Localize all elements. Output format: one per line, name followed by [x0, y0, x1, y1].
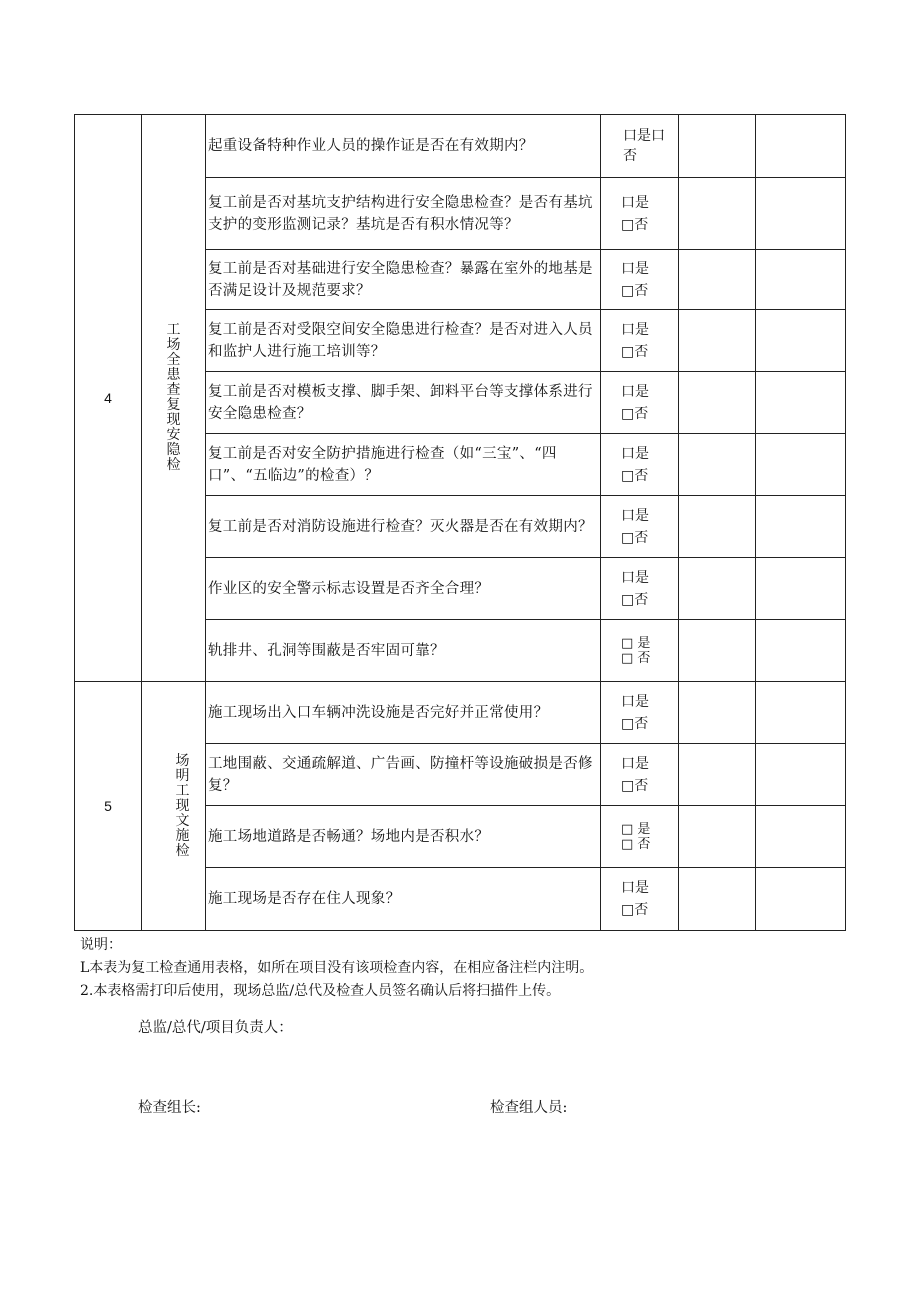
check-item-question: 施工现场出入口车辆冲洗设施是否完好并正常使用？ [206, 682, 601, 744]
result-cell[interactable] [679, 868, 756, 931]
no-option[interactable]: □否 [621, 216, 649, 233]
check-item-question: 复工前是否对安全防护措施进行检查（如“三宝”、“四口”、“五临边”的检查）？ [206, 434, 601, 496]
yes-no-checkbox[interactable] [601, 310, 679, 372]
yes-no-checkbox[interactable] [601, 178, 679, 250]
result-cell[interactable] [679, 496, 756, 558]
result-cell[interactable] [679, 310, 756, 372]
yes-no-checkbox[interactable] [601, 806, 679, 868]
yes-no-checkbox[interactable] [601, 496, 679, 558]
no-option[interactable]: □否 [621, 282, 649, 299]
result-cell[interactable] [679, 178, 756, 250]
remark-cell[interactable] [756, 496, 846, 558]
remark-cell[interactable] [756, 372, 846, 434]
yes-no-checkbox[interactable] [601, 682, 679, 744]
yes-option[interactable]: 口是 [621, 507, 649, 524]
yes-option[interactable]: 口是 [621, 445, 649, 462]
result-cell[interactable] [679, 372, 756, 434]
no-option[interactable]: □ 否 [621, 836, 651, 852]
yes-option[interactable]: 口是 [621, 383, 649, 400]
section-category: 工场全患查复现安隐检 [142, 115, 206, 682]
check-item-question: 复工前是否对模板支撑、脚手架、卸料平台等支撑体系进行安全隐患检查？ [206, 372, 601, 434]
check-item-question: 作业区的安全警示标志设置是否齐全合理？ [206, 558, 601, 620]
result-cell[interactable] [679, 434, 756, 496]
result-cell[interactable] [679, 620, 756, 682]
yes-option[interactable]: 口是 [621, 693, 649, 710]
result-cell[interactable] [679, 744, 756, 806]
yes-no-checkbox[interactable] [601, 744, 679, 806]
yes-no-checkbox[interactable] [601, 558, 679, 620]
remark-cell[interactable] [756, 620, 846, 682]
section-category: 场明工现文施检 [142, 682, 206, 931]
check-item-question: 轨排井、孔洞等围蔽是否牢固可靠？ [206, 620, 601, 682]
yes-option[interactable]: 口是 [621, 260, 649, 277]
remark-cell[interactable] [756, 434, 846, 496]
remark-cell[interactable] [756, 558, 846, 620]
section-number: 4 [75, 115, 142, 682]
yes-no-checkbox[interactable]: 口是口否 [601, 115, 679, 178]
remark-cell[interactable] [756, 806, 846, 868]
yes-no-checkbox[interactable] [601, 868, 679, 931]
check-item-question: 复工前是否对消防设施进行检查？灭火器是否在有效期内？ [206, 496, 601, 558]
no-option[interactable]: □否 [621, 405, 649, 422]
check-item-question: 复工前是否对受限空间安全隐患进行检查？是否对进入人员和监护人进行施工培训等？ [206, 310, 601, 372]
check-item-question: 起重设备特种作业人员的操作证是否在有效期内？ [206, 115, 601, 178]
yes-option[interactable]: 口是 [621, 321, 649, 338]
remark-cell[interactable] [756, 115, 846, 178]
remark-cell[interactable] [756, 178, 846, 250]
no-option[interactable]: □否 [621, 777, 649, 794]
notes-line-2: 2.本表格需打印后使用，现场总监/总代及检查人员签名确认后将扫描件上传。 [80, 983, 561, 999]
yes-option[interactable]: □ 是 [621, 821, 651, 837]
remark-cell[interactable] [756, 250, 846, 310]
section-number: 5 [75, 682, 142, 931]
inspection-checklist-table [74, 114, 846, 931]
check-item-question: 施工场地道路是否畅通？场地内是否积水？ [206, 806, 601, 868]
check-item-question: 施工现场是否存在住人现象？ [206, 868, 601, 931]
remark-cell[interactable] [756, 310, 846, 372]
yes-option[interactable]: 口是 [621, 569, 649, 586]
notes-title: 说明： [80, 937, 122, 953]
leader-signature-label: 检查组长: [138, 1100, 201, 1116]
remark-cell[interactable] [756, 744, 846, 806]
no-option[interactable]: □否 [621, 902, 649, 918]
director-signature-label: 总监/总代/项目负责人： [138, 1020, 293, 1036]
yes-option[interactable]: 口是 [621, 880, 649, 896]
members-signature-label: 检查组人员: [490, 1100, 568, 1116]
yes-no-checkbox[interactable] [601, 372, 679, 434]
no-option[interactable]: □否 [621, 467, 649, 484]
yes-option[interactable]: 口是 [621, 194, 649, 211]
remark-cell[interactable] [756, 868, 846, 931]
yes-no-checkbox[interactable] [601, 434, 679, 496]
result-cell[interactable] [679, 558, 756, 620]
result-cell[interactable] [679, 682, 756, 744]
check-item-question: 复工前是否对基础进行安全隐患检查？暴露在室外的地基是否满足设计及规范要求？ [206, 250, 601, 310]
result-cell[interactable] [679, 115, 756, 178]
notes-section [80, 934, 593, 1003]
remark-cell[interactable] [756, 682, 846, 744]
notes-line-1: L本表为复工检查通用表格，如所在项目没有该项检查内容，在相应备注栏内注明。 [80, 960, 594, 976]
table-row [75, 682, 846, 744]
check-item-question: 工地围蔽、交通疏解道、广告画、防撞杆等设施破损是否修复？ [206, 744, 601, 806]
yes-option[interactable]: □ 是 [621, 635, 651, 651]
check-item-question: 复工前是否对基坑支护结构进行安全隐患检查？是否有基坑支护的变形监测记录？基坑是否有积水情况等？ [206, 178, 601, 250]
yes-no-checkbox[interactable] [601, 250, 679, 310]
no-option[interactable]: □否 [621, 715, 649, 732]
yes-option[interactable]: 口是 [621, 755, 649, 772]
no-option[interactable]: □ 否 [621, 650, 651, 666]
no-option[interactable]: □否 [621, 529, 649, 546]
result-cell[interactable] [679, 250, 756, 310]
no-option[interactable]: □否 [621, 591, 649, 608]
yes-no-checkbox[interactable] [601, 620, 679, 682]
no-option[interactable]: □否 [621, 343, 649, 360]
result-cell[interactable] [679, 806, 756, 868]
table-row [75, 115, 846, 178]
